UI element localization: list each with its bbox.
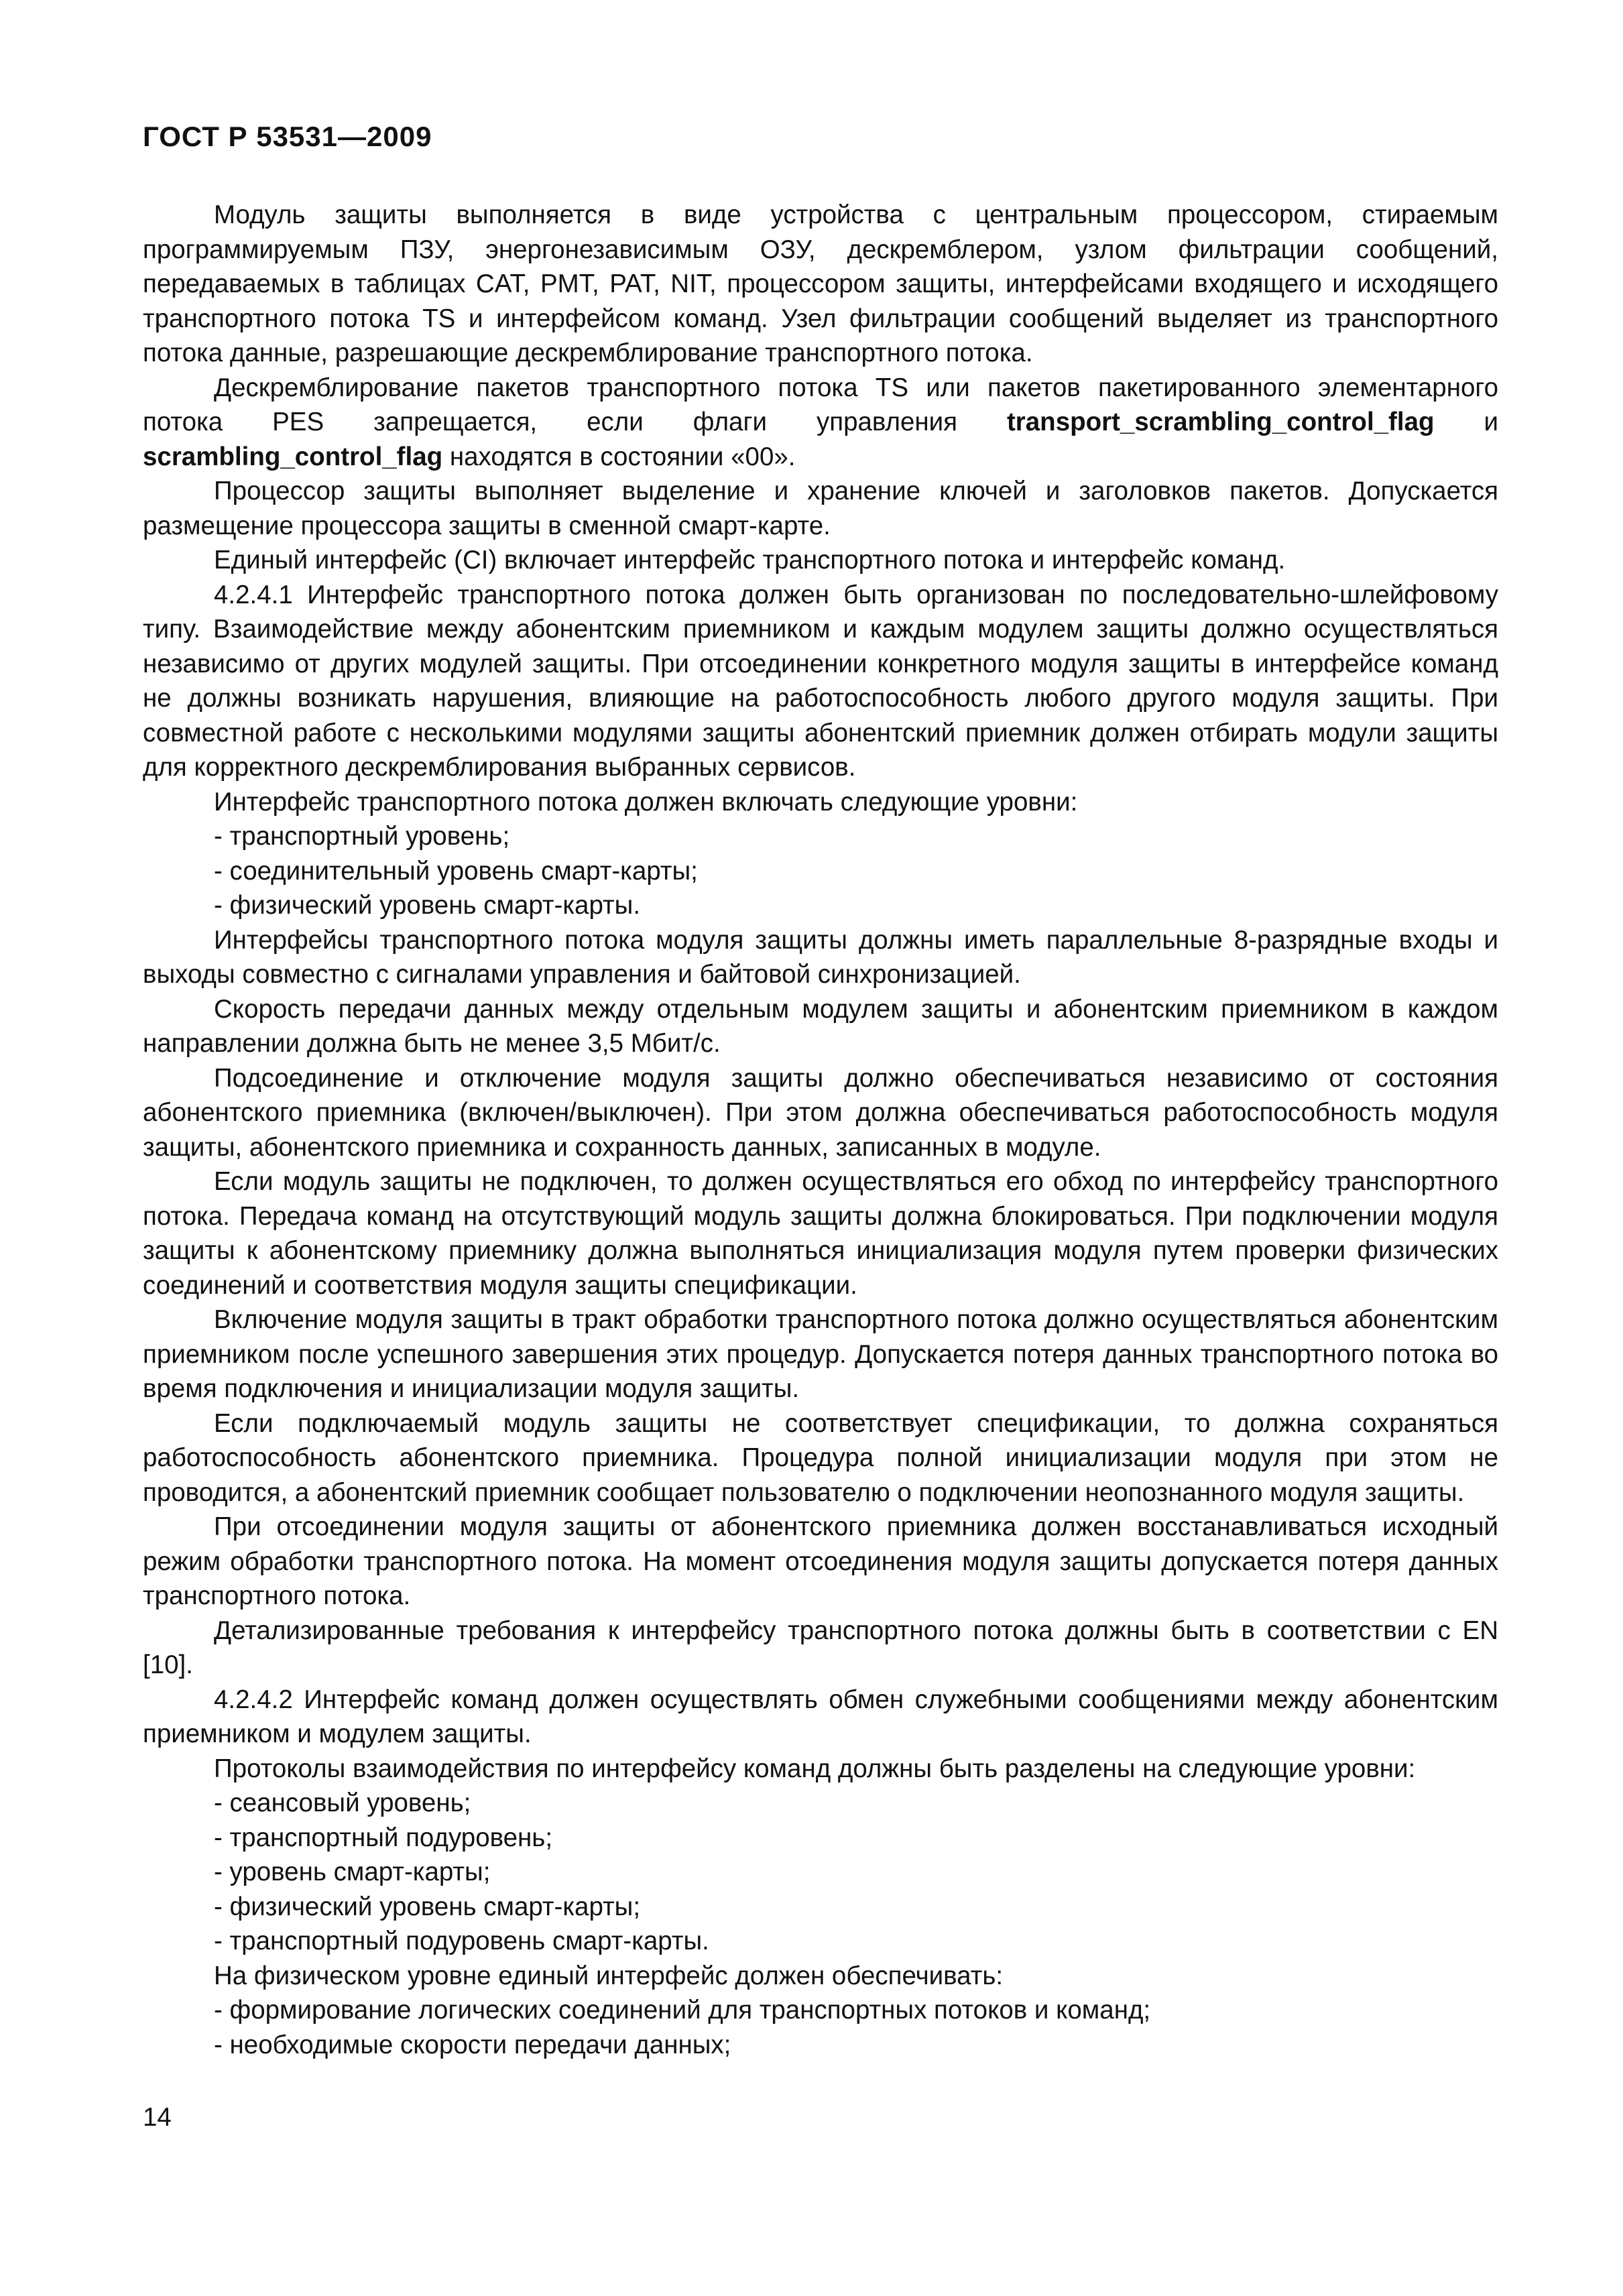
- flag-name: scrambling_control_flag: [143, 442, 443, 471]
- paragraph: Детализированные требования к интерфейсу транспортного потока должны быть в соответствии с EN [10].: [143, 1616, 1498, 1679]
- paragraph: Включение модуля защиты в тракт обработки транспортного потока должно осуществляться абонентским приемником после успешного завершения этих процедур. Допускается потеря данных транспортного потока во время подключения и инициализации модуля защиты.: [143, 1305, 1498, 1403]
- paragraph-flags: [143, 371, 1498, 475]
- flag-name: transport_scrambling_control_flag: [1006, 408, 1435, 436]
- list-item: - физический уровень смарт-карты.: [214, 891, 641, 920]
- document-body: [143, 198, 1498, 2062]
- paragraph: Процессор защиты выполняет выделение и хранение ключей и заголовков пакетов. Допускается размещение процессора защиты в сменной смарт-карте.: [143, 477, 1498, 540]
- paragraph: Подсоединение и отключение модуля защиты должно обеспечиваться независимо от состояния абонентского приемника (включен/выключен). При этом должна обеспечиваться работоспособность модуля защиты, абонентского приемника и сохранность данных, записанных в модуле.: [143, 1063, 1498, 1162]
- paragraph: 4.2.4.2 Интерфейс команд должен осуществлять обмен служебными сообщениями между абонентским приемником и модулем защиты.: [143, 1685, 1498, 1748]
- paragraph: Если подключаемый модуль защиты не соответствует спецификации, то должна сохраняться работоспособность абонентского приемника. Процедура полной инициализации модуля при этом не проводится, а абонентский приемник сообщает пользователю о подключении неопознанного модуля защиты.: [143, 1408, 1498, 1507]
- list-item: - транспортный подуровень смарт-карты.: [214, 1927, 709, 1955]
- paragraph-text: находятся в состоянии «00».: [442, 442, 796, 471]
- paragraph: Протоколы взаимодействия по интерфейсу команд должны быть разделены на следующие уровни:: [214, 1754, 1416, 1783]
- paragraph: Единый интерфейс (CI) включает интерфейс транспортного потока и интерфейс команд.: [214, 546, 1286, 575]
- paragraph: На физическом уровне единый интерфейс должен обеспечивать:: [214, 1961, 1004, 1990]
- paragraph-text: Дескремблирование пакетов транспортного потока TS или пакетов пакетированного элементарного потока PES запрещается, если флаги управления: [143, 373, 1498, 436]
- list-item: - транспортный подуровень;: [214, 1823, 553, 1852]
- list-item: - транспортный уровень;: [214, 822, 510, 851]
- paragraph: Модуль защиты выполняется в виде устройства с центральным процессором, стираемым программируемым ПЗУ, энергонезависимым ОЗУ, дескремблером, узлом фильтрации сообщений, передаваемых в таблицах CAT, PMT, PAT, NIT, процессором защиты, интерфейсами входящего и исходящего транспортного потока TS и интерфейсом команд. Узел фильтрации сообщений выделяет из транспортного потока данные, разрешающие дескремблирование транспортного потока.: [143, 200, 1498, 367]
- paragraph-text: и: [1434, 408, 1499, 436]
- paragraph: Интерфейсы транспортного потока модуля защиты должны иметь параллельные 8-разрядные входы и выходы совместно с сигналами управления и байтовой синхронизацией.: [143, 925, 1498, 989]
- list-item: - необходимые скорости передачи данных;: [214, 2030, 731, 2059]
- list-item: - уровень смарт-карты;: [214, 1858, 491, 1886]
- paragraph: При отсоединении модуля защиты от абонентского приемника должен восстанавливаться исходный режим обработки транспортного потока. На момент отсоединения модуля защиты допускается потеря данных транспортного потока.: [143, 1512, 1498, 1610]
- paragraph: Если модуль защиты не подключен, то должен осуществляться его обход по интерфейсу транспортного потока. Передача команд на отсутствующий модуль защиты должна блокироваться. При подключении модуля защиты к абонентскому приемнику должна выполняться инициализация модуля путем проверки физических соединений и соответствия модуля защиты спецификации.: [143, 1167, 1498, 1300]
- list-item: - физический уровень смарт-карты;: [214, 1892, 641, 1921]
- paragraph: 4.2.4.1 Интерфейс транспортного потока должен быть организован по последовательно-шлейфовому типу. Взаимодействие между абонентским приемником и каждым модулем защиты должно осуществляться независимо от других модулей защиты. При отсоединении конкретного модуля защиты в интерфейсе команд не должны возникать нарушения, влияющие на работоспособность любого другого модуля защиты. При совместной работе с несколькими модулями защиты абонентский приемник должен отбирать модули защиты для корректного дескремблирования выбранных сервисов.: [143, 580, 1498, 782]
- paragraph: Скорость передачи данных между отдельным модулем защиты и абонентским приемником в каждом направлении должна быть не менее 3,5 Мбит/с.: [143, 994, 1498, 1058]
- list-item: - соединительный уровень смарт-карты;: [214, 856, 698, 886]
- page-number: 14: [143, 2103, 172, 2132]
- document-header: ГОСТ Р 53531—2009: [143, 121, 432, 152]
- list-item: - сеансовый уровень;: [214, 1789, 471, 1817]
- list-item: - формирование логических соединений для транспортных потоков и команд;: [214, 1996, 1151, 2025]
- paragraph: Интерфейс транспортного потока должен включать следующие уровни:: [214, 787, 1078, 817]
